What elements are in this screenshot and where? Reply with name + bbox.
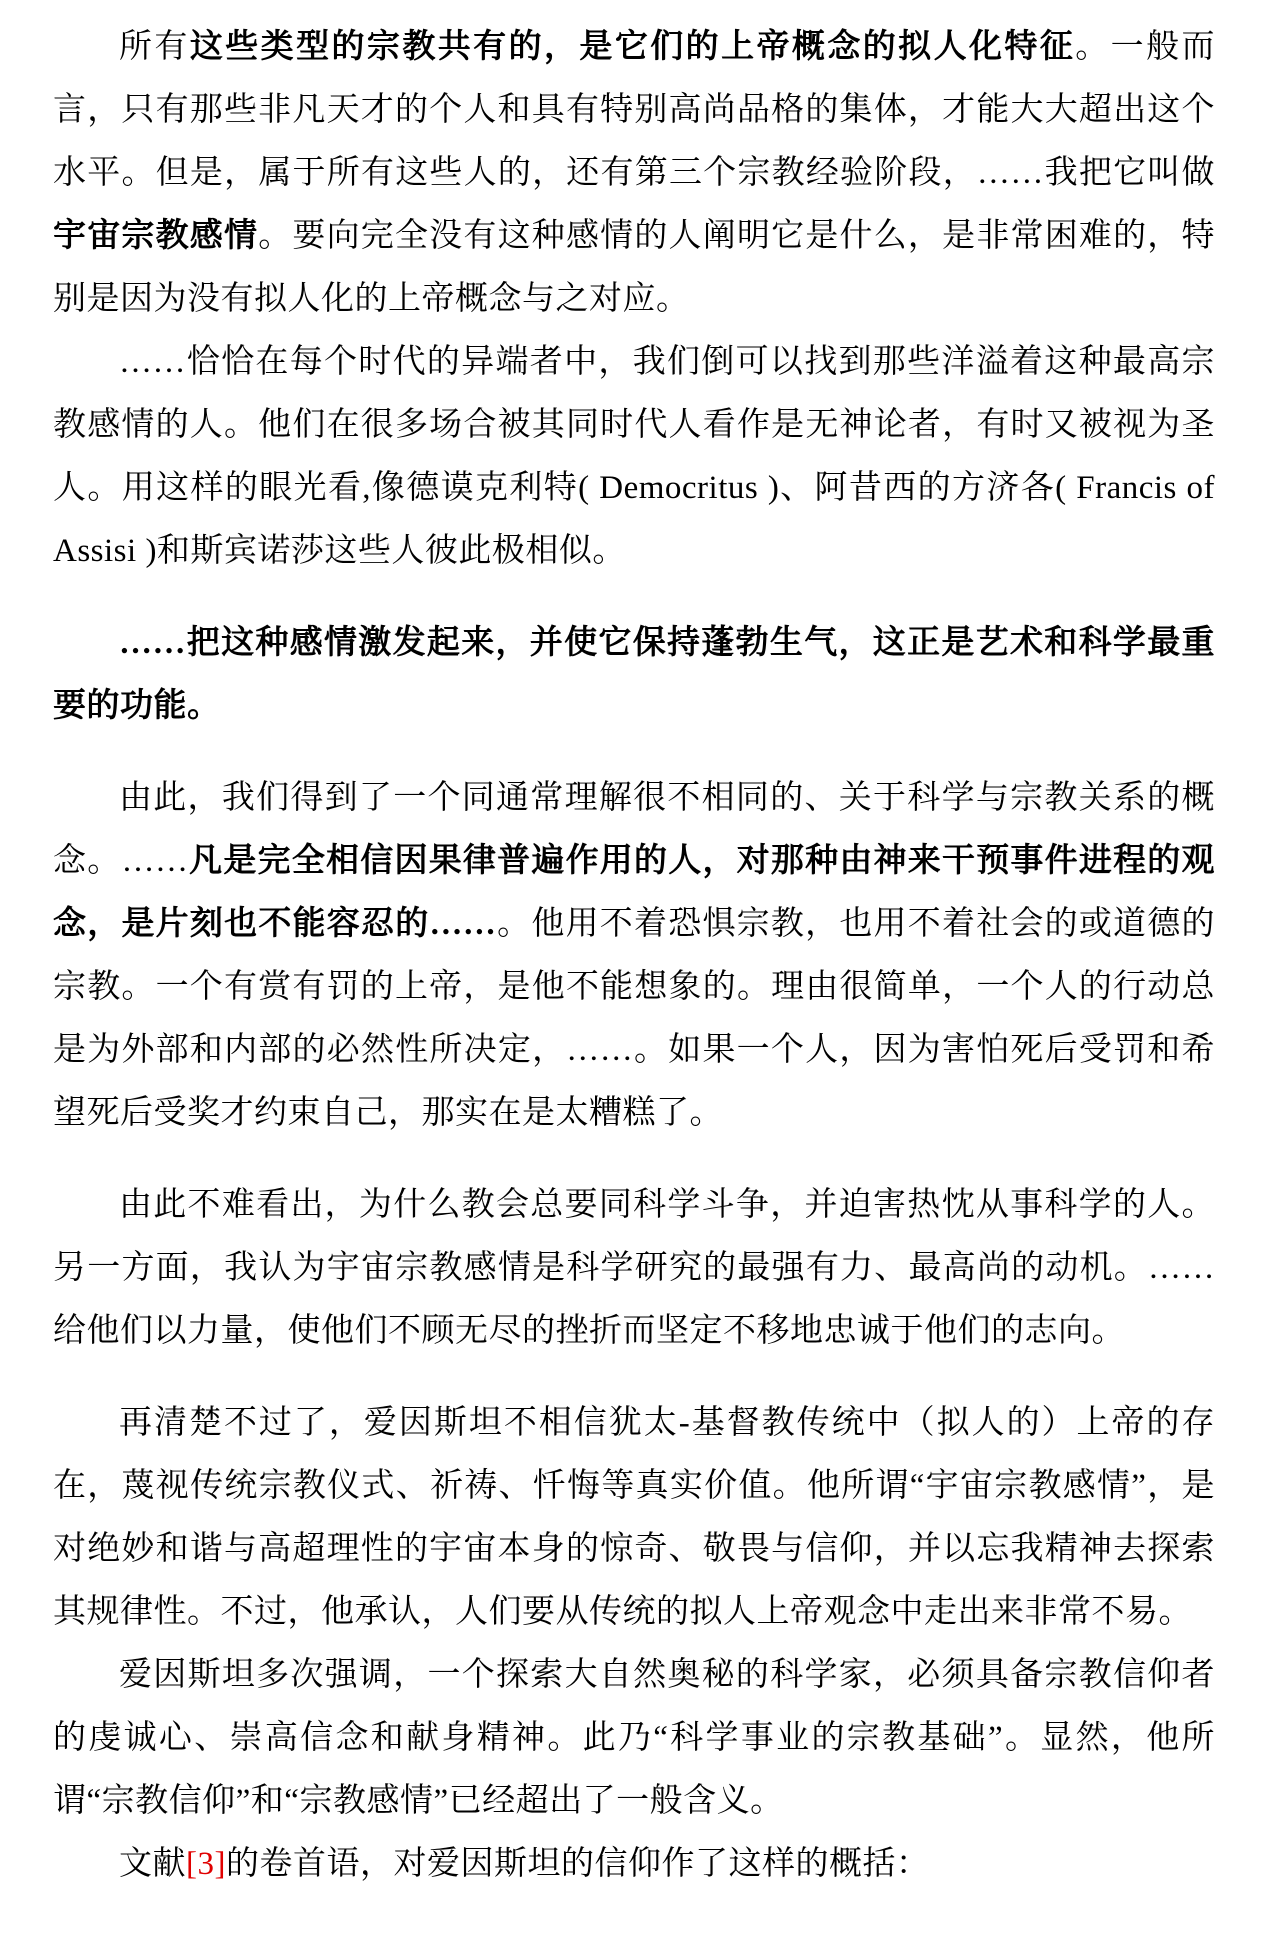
text-run: 凡是完全相信因果律普遍作用的人，对那种由神来干预事件进程的观念，是片刻也不能容忍的…… (53, 843, 1215, 942)
text-run: 。他用不着恐惧宗教，也用不着社会的或道德的宗教。一个有赏有罚的上帝，是他不能想象的。理由很简单，一个人的行动总是为外部和内部的必然性所决定，……。如果一个人，因为害怕死后受罚和希望死后受奖才约束自己，那实在是太糟糕了。 (53, 906, 1215, 1131)
paragraph (53, 612, 1215, 738)
text-run: 的卷首语，对爱因斯坦的信仰作了这样的概括： (225, 1846, 930, 1882)
text-run: 。一般而言，只有那些非凡天才的个人和具有特别高尚品格的集体，才能大大超出这个水平。但是，属于所有这些人的，还有第三个宗教经验阶段，……我把它叫做 (53, 29, 1216, 191)
paragraph (53, 1644, 1215, 1833)
text-run: 文献 (119, 1846, 186, 1882)
paragraph (53, 767, 1215, 1145)
citation-ref[interactable]: [3] (186, 1846, 226, 1882)
document-body (53, 16, 1215, 1896)
paragraph (53, 16, 1215, 331)
text-run: 这些类型的宗教共有的，是它们的上帝概念的拟人化特征 (189, 29, 1076, 65)
text-run: 。要向完全没有这种感情的人阐明它是什么，是非常困难的，特别是因为没有拟人化的上帝概念与之对应。 (53, 218, 1216, 317)
text-run: ……把这种感情激发起来，并使它保持蓬勃生气，这正是艺术和科学最重要的功能。 (53, 625, 1215, 724)
text-run: 由此，我们得到了一个同通常理解很不相同的、关于科学与宗教关系的概念。…… (53, 780, 1215, 879)
text-run: 宇宙宗教感情 (53, 218, 259, 254)
text-run: 爱因斯坦多次强调，一个探索大自然奥秘的科学家，必须具备宗教信仰者的虔诚心、崇高信念和献身精神。此乃“科学事业的宗教基础”。显然，他所谓“宗教信仰”和“宗教感情”已经超出了一般含义。 (53, 1657, 1215, 1819)
paragraph (53, 1833, 1215, 1896)
paragraph (53, 1174, 1215, 1363)
text-run: 再清楚不过了，爱因斯坦不相信犹太-基督教传统中（拟人的）上帝的存在，蔑视传统宗教仪式、祈祷、忏悔等真实价值。他所谓“宇宙宗教感情”，是对绝妙和谐与高超理性的宇宙本身的惊奇、敬畏与信仰，并以忘我精神去探索其规律性。不过，他承认，人们要从传统的拟人上帝观念中走出来非常不易。 (53, 1405, 1215, 1630)
paragraph (53, 331, 1215, 583)
text-run: 所有 (119, 29, 190, 65)
paragraph (53, 1392, 1215, 1644)
text-run: 由此不难看出，为什么教会总要同科学斗争，并迫害热忱从事科学的人。另一方面，我认为宇宙宗教感情是科学研究的最强有力、最高尚的动机。……给他们以力量，使他们不顾无尽的挫折而坚定不移地忠诚于他们的志向。 (53, 1187, 1215, 1349)
text-run: ……恰恰在每个时代的异端者中，我们倒可以找到那些洋溢着这种最高宗教感情的人。他们在很多场合被其同时代人看作是无神论者，有时又被视为圣人。用这样的眼光看,像德谟克利特( Democritus )、阿昔西的方济各( Francis of Assisi )和斯宾诺莎这些人彼此极相似。 (53, 344, 1215, 569)
